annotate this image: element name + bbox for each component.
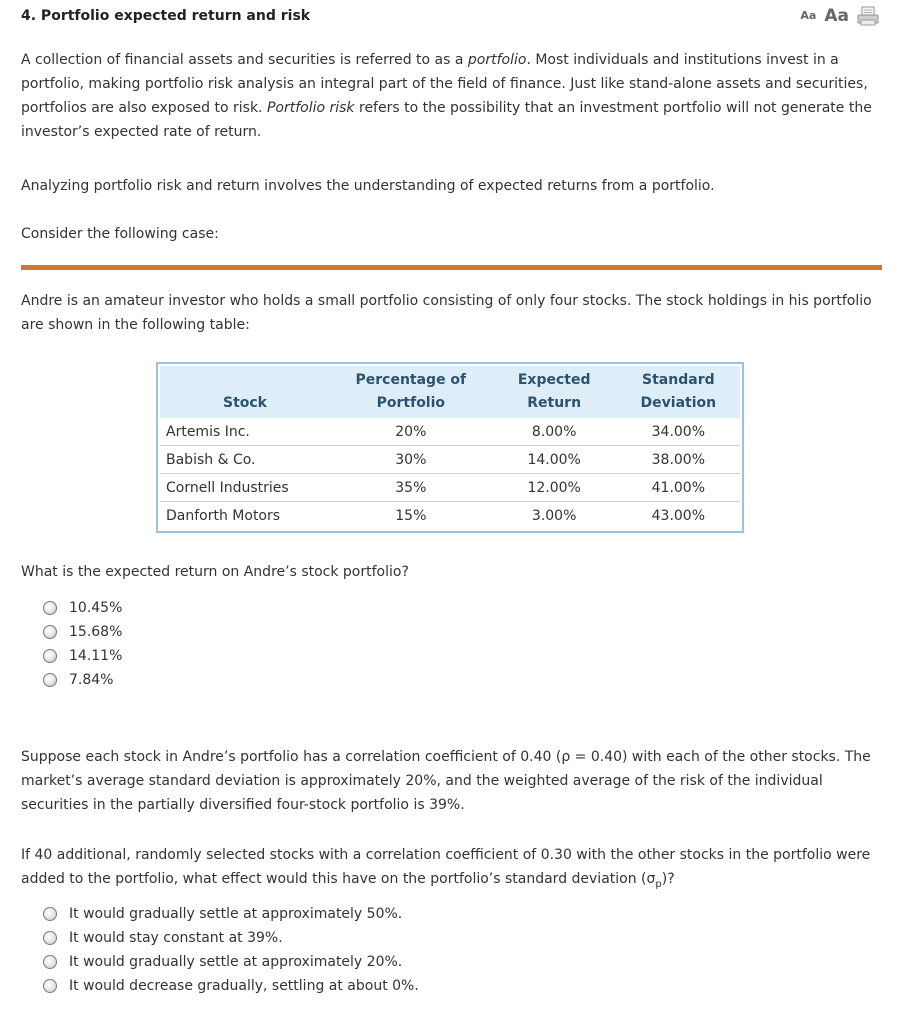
col-header-percentage: Percentage of Portfolio <box>330 366 492 418</box>
cell-stock: Cornell Industries <box>160 474 330 502</box>
option-label: It would stay constant at 39%. <box>69 930 283 946</box>
question-2 <box>21 843 883 897</box>
option-label: It would gradually settle at approximately 50%. <box>69 906 403 922</box>
analysis-paragraph: Analyzing portfolio risk and return involves the understanding of expected returns from a portfolio. <box>21 178 715 194</box>
radio-button[interactable] <box>43 601 57 615</box>
radio-button[interactable] <box>43 955 57 969</box>
radio-button[interactable] <box>43 649 57 663</box>
radio-button[interactable] <box>43 979 57 993</box>
option-label: 14.11% <box>69 648 123 664</box>
cell-percentage: 35% <box>330 474 492 502</box>
scenario-paragraph: Suppose each stock in Andre’s portfolio has a correlation coefficient of 0.40 (ρ = 0.40) with each of the other stocks. The market’s average standard deviation is approximately 20%, and the weighted average of the risk of the individual securities in the partially diversified four-stock portfolio is 39%. <box>21 749 871 813</box>
case-paragraph: Andre is an amateur investor who holds a small portfolio consisting of only four stocks. The stock holdings in his portfolio are shown in the following table: <box>21 293 872 333</box>
cell-percentage: 30% <box>330 446 492 474</box>
question-2-text: If 40 additional, randomly selected stocks with a correlation coefficient of 0.30 with the other stocks in the portfolio were added to the portfolio, what effect would this have on the portfolio’s standard deviation (σ <box>21 847 871 887</box>
radio-button[interactable] <box>43 931 57 945</box>
holdings-table <box>156 362 744 533</box>
section-divider <box>21 265 882 270</box>
intro-text-1: A collection of financial assets and securities is referred to as a <box>21 52 468 68</box>
table-row <box>160 502 740 530</box>
intro-paragraph <box>21 48 883 144</box>
col-header-std-dev: Standard Deviation <box>617 366 740 418</box>
table-row <box>160 446 740 474</box>
answer-option[interactable] <box>43 950 419 974</box>
answer-option[interactable] <box>43 926 419 950</box>
cell-std-dev: 38.00% <box>617 446 740 474</box>
cell-std-dev: 41.00% <box>617 474 740 502</box>
font-size-decrease-button[interactable]: Aa <box>800 9 817 22</box>
print-icon[interactable] <box>857 6 879 26</box>
option-label: 10.45% <box>69 600 123 616</box>
question-2-subscript: p <box>655 878 662 890</box>
cell-percentage: 15% <box>395 507 427 524</box>
consider-paragraph: Consider the following case: <box>21 226 219 242</box>
cell-percentage: 20% <box>330 418 492 446</box>
answer-option[interactable] <box>43 596 122 620</box>
term-portfolio-risk: Portfolio risk <box>266 100 355 116</box>
answer-option[interactable] <box>43 620 122 644</box>
question-title: 4. Portfolio expected return and risk <box>21 8 311 24</box>
radio-button[interactable] <box>43 673 57 687</box>
cell-stock: Babish & Co. <box>160 446 330 474</box>
question-2-options <box>43 902 419 998</box>
col-header-stock: Stock <box>160 366 330 418</box>
radio-button[interactable] <box>43 907 57 921</box>
question-header <box>21 8 891 30</box>
answer-option[interactable] <box>43 668 122 692</box>
table-row <box>160 418 740 446</box>
cell-expected-return: 14.00% <box>492 446 617 474</box>
cell-stock: Danforth Motors <box>166 507 281 524</box>
answer-option[interactable] <box>43 902 419 926</box>
question-1: What is the expected return on Andre’s stock portfolio? <box>21 564 409 580</box>
table-row <box>160 474 740 502</box>
option-label: 15.68% <box>69 624 123 640</box>
cell-expected-return: 3.00% <box>531 507 577 524</box>
intro-text-2: . Most individuals and institutions invest in a portfolio, making portfolio risk analysis an integral part of the field of finance. Just like stand-alone assets and securities, portfolios are also exposed to risk. <box>21 52 868 116</box>
cell-expected-return: 8.00% <box>492 418 617 446</box>
table-header-row <box>160 366 740 418</box>
term-portfolio: portfolio <box>467 52 527 68</box>
font-size-increase-button[interactable]: Aa <box>824 6 849 26</box>
cell-stock: Artemis Inc. <box>160 418 330 446</box>
radio-button[interactable] <box>43 625 57 639</box>
cell-expected-return: 12.00% <box>492 474 617 502</box>
option-label: It would decrease gradually, settling at about 0%. <box>69 978 419 994</box>
question-1-options <box>43 596 122 692</box>
option-label: It would gradually settle at approximately 20%. <box>69 954 403 970</box>
answer-option[interactable] <box>43 974 419 998</box>
col-header-expected-return: Expected Return <box>492 366 617 418</box>
cell-std-dev: 43.00% <box>651 507 706 524</box>
option-label: 7.84% <box>69 672 114 688</box>
cell-std-dev: 34.00% <box>617 418 740 446</box>
intro-text-3: refers to the possibility that an investment portfolio will not generate the investor’s expected rate of return. <box>21 100 872 140</box>
answer-option[interactable] <box>43 644 122 668</box>
question-2-text-end: )? <box>661 871 675 887</box>
text-tools <box>800 6 879 26</box>
